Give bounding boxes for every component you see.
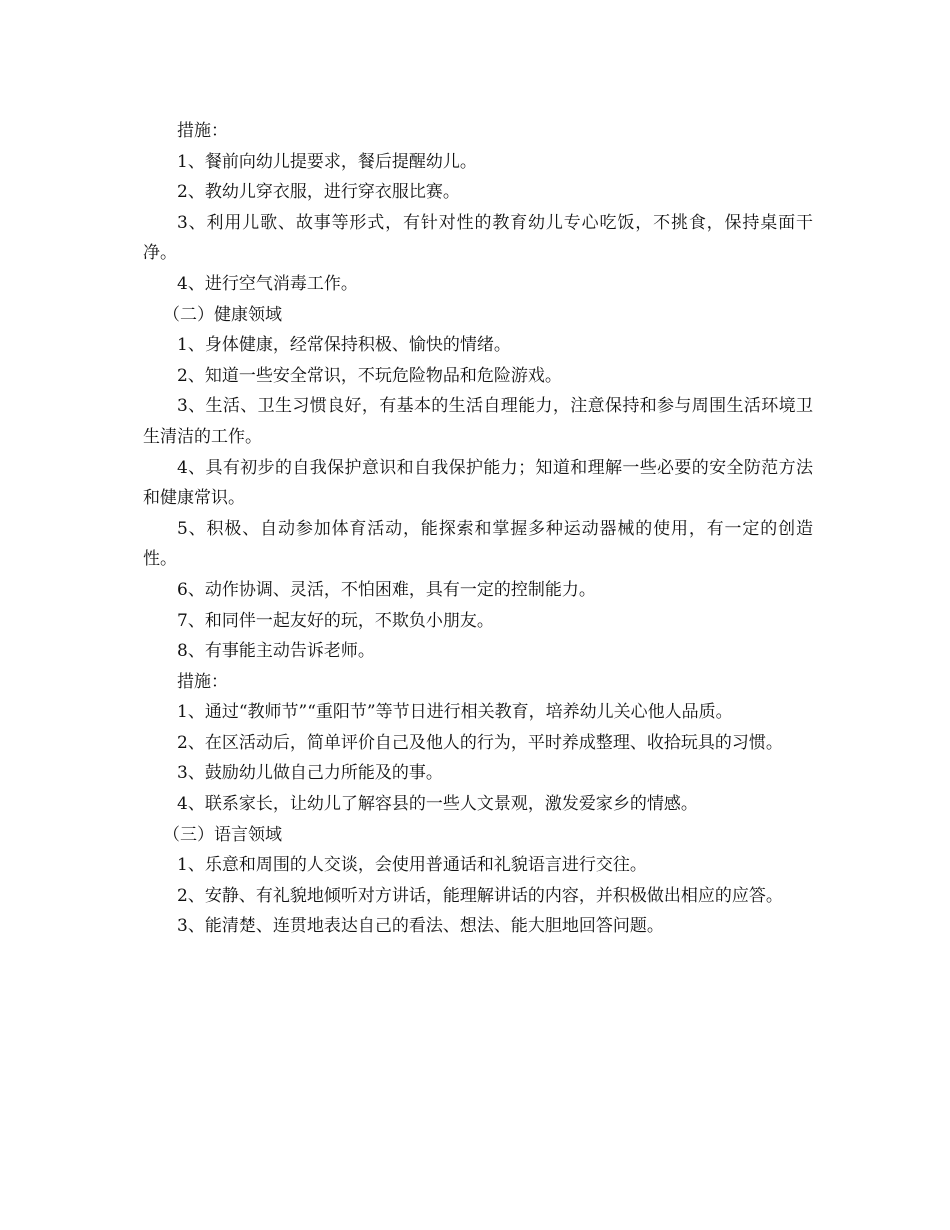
- paragraph: 2、教幼儿穿衣服，进行穿衣服比赛。: [177, 182, 460, 203]
- section-heading: （二）健康领域: [163, 304, 282, 325]
- paragraph: 6、动作协调、灵活，不怕困难，具有一定的控制能力。: [177, 579, 596, 600]
- paragraph: 措施：: [177, 671, 228, 692]
- paragraph: 7、和同伴一起友好的玩，不欺负小朋友。: [177, 610, 494, 631]
- paragraph: 3、鼓励幼儿做自己力所能及的事。: [177, 763, 443, 784]
- paragraph: 4、进行空气消毒工作。: [177, 273, 358, 294]
- paragraph: 4、具有初步的自我保护意识和自我保护能力；知道和理解一些必要的安全防范方法和健康常识。: [143, 457, 813, 509]
- paragraph: 1、身体健康，经常保持积极、愉快的情绪。: [177, 335, 511, 356]
- paragraph: 1、餐前向幼儿提要求，餐后提醒幼儿。: [177, 151, 477, 172]
- paragraph: 3、能清楚、连贯地表达自己的看法、想法、能大胆地回答问题。: [177, 916, 664, 937]
- paragraph: 3、生活、卫生习惯良好，有基本的生活自理能力，注意保持和参与周围生活环境卫生清洁的工作。: [143, 396, 813, 447]
- paragraph: 1、乐意和周围的人交谈，会使用普通话和礼貌语言进行交往。: [177, 855, 647, 876]
- document-body: [143, 116, 813, 942]
- paragraph: 2、安静、有礼貌地倾听对方讲话，能理解讲话的内容，并积极做出相应的应答。: [177, 885, 783, 906]
- paragraph: 措施：: [177, 121, 228, 141]
- paragraph: 5、积极、自动参加体育活动，能探索和掌握多种运动器械的使用，有一定的创造性。: [143, 518, 813, 570]
- paragraph: 2、知道一些安全常识，不玩危险物品和危险游戏。: [177, 365, 562, 386]
- paragraph: 4、联系家长，让幼儿了解容县的一些人文景观，激发爱家乡的情感。: [177, 794, 698, 815]
- paragraph: 8、有事能主动告诉老师。: [177, 641, 375, 662]
- paragraph: 2、在区活动后，简单评价自己及他人的行为，平时养成整理、收拾玩具的习惯。: [177, 732, 783, 753]
- paragraph: 3、利用儿歌、故事等形式，有针对性的教育幼儿专心吃饭，不挑食，保持桌面干净。: [143, 212, 813, 264]
- paragraph: 1、通过“教师节”“重阳节”等节日进行相关教育，培养幼儿关心他人品质。: [177, 702, 733, 723]
- section-heading: （三）语言领域: [163, 824, 282, 845]
